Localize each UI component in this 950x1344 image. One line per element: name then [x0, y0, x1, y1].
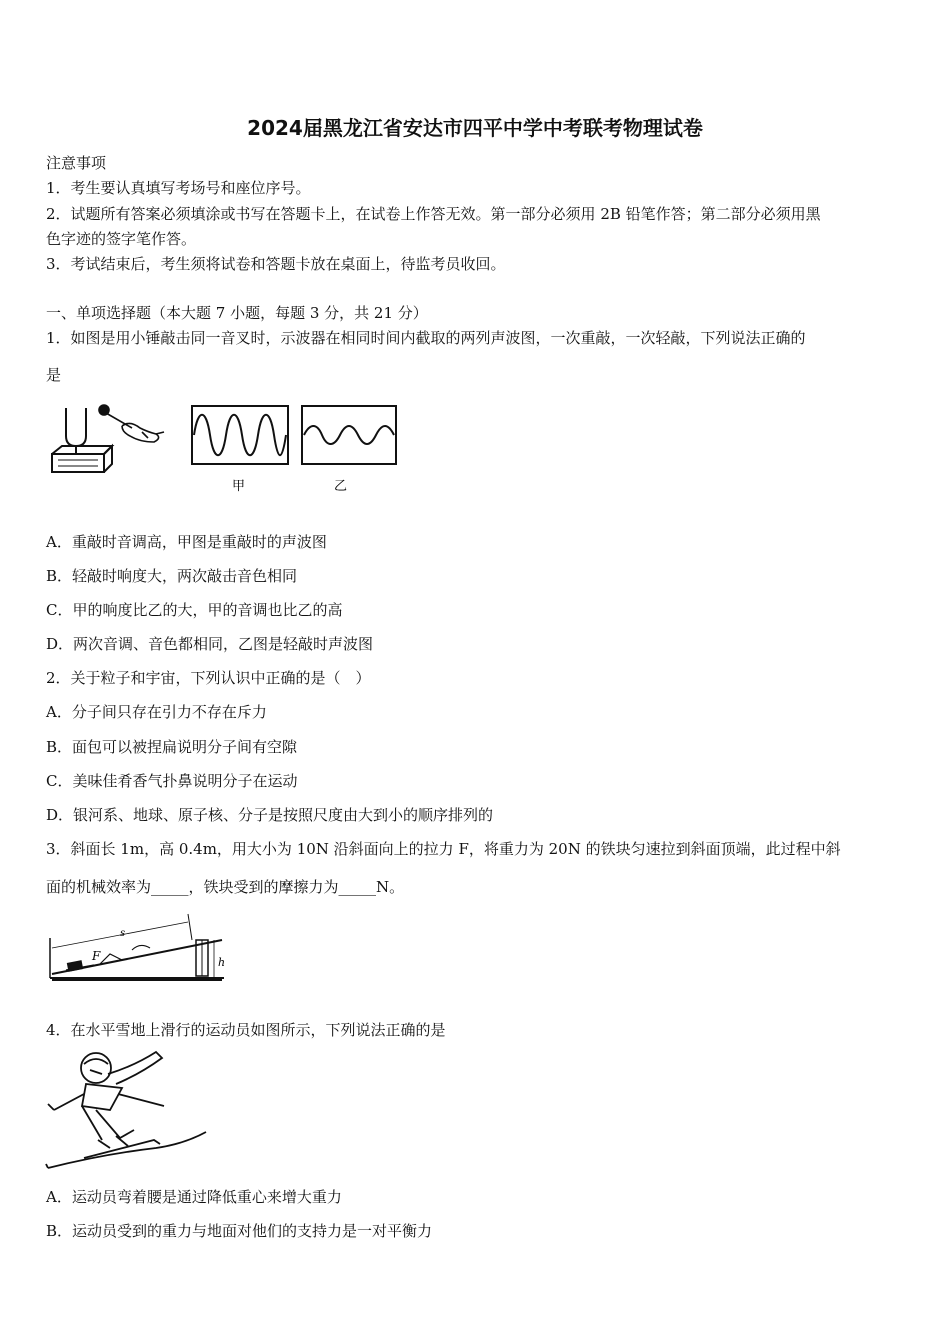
q1-option-b: B．轻敲时响度大，两次敲击音色相同	[46, 567, 298, 585]
q1-stem: 1．如图是用小锤敲击同一音叉时，示波器在相同时间内截取的两列声波图，一次重敲，一次轻敲，下列说法正确的	[46, 329, 806, 347]
wave-yi-frame	[302, 406, 396, 464]
q2-option-b: B．面包可以被捏扁说明分子间有空隙	[46, 738, 298, 756]
notice-heading: 注意事项	[46, 154, 107, 172]
q4-option-a: A．运动员弯着腰是通过降低重心来增大重力	[46, 1188, 342, 1206]
page-title: 2024届黑龙江省安达市四平中学中考联考物理试卷	[247, 116, 703, 140]
q4-stem: 4．在水平雪地上滑行的运动员如图所示，下列说法正确的是	[46, 1021, 446, 1039]
wave-yi	[304, 426, 394, 444]
q2-option-d: D．银河系、地球、原子核、分子是按照尺度由大到小的顺序排列的	[46, 806, 494, 824]
notice-item-2-cont: 色字迹的签字笔作答。	[46, 230, 197, 248]
notice-item-3: 3．考试结束后，考生须将试卷和答题卡放在桌面上，待监考员收回。	[46, 255, 506, 273]
q2-option-a: A．分子间只存在引力不存在斥力	[46, 703, 267, 721]
q2-option-c: C．美味佳肴香气扑鼻说明分子在运动	[46, 772, 298, 790]
hammer-hand-icon	[99, 405, 164, 442]
q3-incline-figure	[46, 910, 236, 990]
notice-item-2: 2．试题所有答案必须填涂或书写在答题卡上，在试卷上作答无效。第一部分必须用 2B 铅笔作答；第二部分必须用黑	[46, 205, 821, 223]
q4-skier-figure	[44, 1044, 214, 1174]
tuning-fork-icon	[52, 408, 112, 472]
label-yi: 乙	[334, 479, 348, 494]
label-F: F	[92, 949, 101, 963]
wave-jia	[194, 415, 286, 456]
q2-stem: 2．关于粒子和宇宙，下列认识中正确的是（ ）	[46, 669, 371, 687]
q1-option-a: A．重敲时音调高，甲图是重敲时的声波图	[46, 533, 327, 551]
label-jia: 甲	[232, 479, 246, 494]
section-heading: 一、单项选择题（本大题 7 小题，每题 3 分，共 21 分）	[46, 304, 428, 322]
q1-option-d: D．两次音调、音色都相同，乙图是轻敲时声波图	[46, 635, 374, 653]
q4-option-b: B．运动员受到的重力与地面对他们的支持力是一对平衡力	[46, 1222, 433, 1240]
notice-item-1: 1．考生要认真填写考场号和座位序号。	[46, 179, 311, 197]
skier-icon	[46, 1052, 206, 1168]
q1-option-c: C．甲的响度比乙的大，甲的音调也比乙的高	[46, 601, 343, 619]
q1-stem-cont: 是	[46, 366, 62, 384]
q1-figure	[44, 398, 404, 498]
label-s: s	[120, 928, 126, 939]
label-h: h	[218, 956, 226, 969]
q3-stem: 3．斜面长 1m，高 0.4m，用大小为 10N 沿斜面向上的拉力 F，将重力为 20N 的铁块匀速拉到斜面顶端，此过程中斜	[46, 840, 841, 858]
q3-stem-cont: 面的机械效率为_____，铁块受到的摩擦力为_____N。	[46, 878, 405, 896]
